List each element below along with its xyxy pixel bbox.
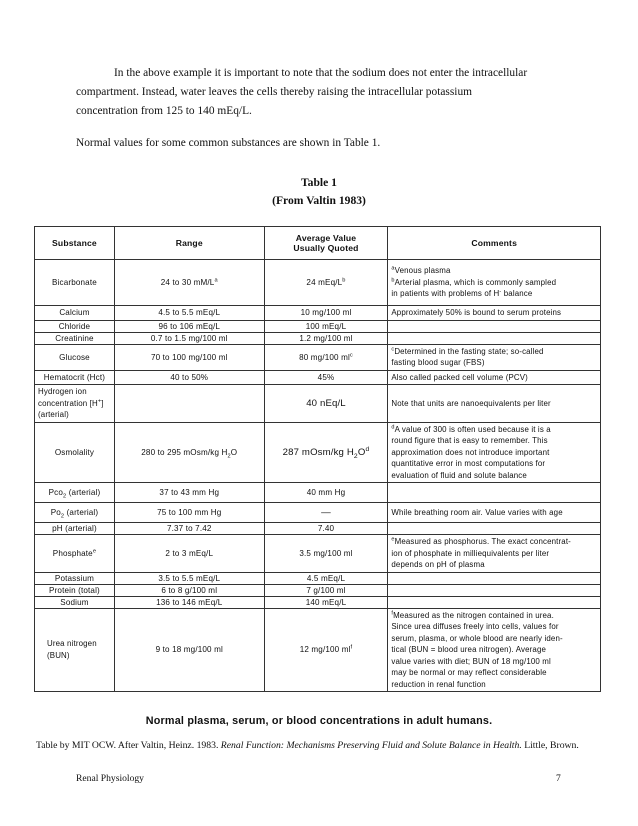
cell-substance: $Po_2$ (arterial) (35, 503, 115, 523)
intro-line-1: In the above example it is important to note that the sodium does not enter the intracellular (114, 67, 528, 79)
table-row (35, 260, 601, 306)
intro-line-2: compartment. Instead, water leaves the cells thereby raising the intracellular potassium (76, 86, 472, 98)
cell-comment (388, 332, 601, 344)
cell-comment (388, 584, 601, 596)
cell-comment: $^d$A value of 300 is often used because it is a round figure that is easy to remember. This approximation does not introduce important quantitative error in most computations for evaluation of fluid and solute balance (388, 422, 601, 483)
cell-range: 40 to 50% (114, 370, 264, 385)
cell-range: 96 to 106 mEq/L (114, 320, 264, 332)
cell-average: 45% (264, 370, 388, 385)
cell-average: 12 mg/100 $ml^f$ (264, 608, 388, 692)
cell-comment: $^a$Venous plasma $^b$Arterial plasma, which is commonly sampled in patients with problems of H- balance (388, 260, 601, 306)
cell-average: 3.5 mg/100 ml (264, 535, 388, 573)
table-row (35, 370, 601, 385)
cell-substance: Osmolality (35, 422, 115, 483)
cell-average: 4.5 mEq/L (264, 572, 388, 584)
cell-average: 80 mg/100 $ml^c$ (264, 344, 388, 370)
table-row (35, 422, 601, 483)
header-comments: Comments (388, 227, 601, 260)
header-substance: Substance (35, 227, 115, 260)
footer-title: Renal Physiology (76, 773, 144, 784)
table-row (35, 572, 601, 584)
cell-average: 7.40 (264, 523, 388, 535)
cell-substance: Glucose (35, 344, 115, 370)
cell-range: 70 to 100 mg/100 ml (114, 344, 264, 370)
cell-comment (388, 320, 601, 332)
table-header-row (35, 227, 601, 260)
page-number: 7 (556, 773, 561, 784)
table-row (35, 584, 601, 596)
cell-substance: Creatinine (35, 332, 115, 344)
cell-substance: Bicarbonate (35, 260, 115, 306)
cell-range: 37 to 43 mm Hg (114, 483, 264, 503)
table-row (35, 483, 601, 503)
cell-average: 10 mg/100 ml (264, 306, 388, 321)
cell-average: 24 mEq/$L^b$ (264, 260, 388, 306)
cell-substance: Sodium (35, 596, 115, 608)
table-row (35, 596, 601, 608)
table-row (35, 608, 601, 692)
cell-average: — (264, 503, 388, 523)
cell-range: 24 to 30 $mM/L^a$ (114, 260, 264, 306)
table-row (35, 344, 601, 370)
header-range: Range (114, 227, 264, 260)
cell-substance: Phosphate$^e$ (35, 535, 115, 573)
cell-substance: pH (arterial) (35, 523, 115, 535)
cell-range: 0.7 to 1.5 mg/100 ml (114, 332, 264, 344)
table-caption: Normal plasma, serum, or blood concentrations in adult humans. (145, 715, 493, 727)
table-row (35, 523, 601, 535)
table-row (35, 385, 601, 423)
table-title: Table 1 (301, 176, 337, 189)
cell-comment: Approximately 50% is bound to serum proteins (388, 306, 601, 321)
cell-substance: Hydrogen ion concentration [H+] (arterial) (35, 385, 115, 423)
cell-comment: While breathing room air. Value varies with age (388, 503, 601, 523)
cell-comment: $^e$Measured as phosphorus. The exact concentrat- ion of phosphate in milliequivalents per liter depends on pH of plasma (388, 535, 601, 573)
table-row (35, 332, 601, 344)
cell-comment: Also called packed cell volume (PCV) (388, 370, 601, 385)
cell-average: 40 nEq/L (264, 385, 388, 423)
cell-average: 140 mEq/L (264, 596, 388, 608)
cell-substance: Calcium (35, 306, 115, 321)
cell-range (114, 385, 264, 423)
cell-substance: Hematocrit (Hct) (35, 370, 115, 385)
cell-comment (388, 523, 601, 535)
cell-range: 75 to 100 mm Hg (114, 503, 264, 523)
cell-range: 136 to 146 mEq/L (114, 596, 264, 608)
table-row (35, 535, 601, 573)
table-row (35, 503, 601, 523)
header-average: Average Value Usually Quoted (264, 227, 388, 260)
cell-average: 7 g/100 ml (264, 584, 388, 596)
cell-average: 287 mOsm/kg $H_2O^d$ (264, 422, 388, 483)
cell-range: 2 to 3 mEq/L (114, 535, 264, 573)
normal-values-table (34, 226, 601, 692)
cell-comment: $^c$Determined in the fasting state; so-called fasting blood sugar (FBS) (388, 344, 601, 370)
cell-range: 9 to 18 mg/100 ml (114, 608, 264, 692)
cell-average: 1.2 mg/100 ml (264, 332, 388, 344)
cell-average: 40 mm Hg (264, 483, 388, 503)
cell-range: 280 to 295 mOsm/kg $H_2O$ (114, 422, 264, 483)
cell-substance: Protein (total) (35, 584, 115, 596)
credit-book-title: Renal Function: Mechanisms Preserving Fluid and Solute Balance in Health. (220, 740, 522, 751)
cell-average: 100 mEq/L (264, 320, 388, 332)
intro-paragraph-2: Normal values for some common substances are shown in Table 1. (76, 137, 381, 149)
cell-comment (388, 572, 601, 584)
cell-comment (388, 596, 601, 608)
table-row (35, 320, 601, 332)
intro-paragraph (76, 64, 576, 121)
cell-substance: Potassium (35, 572, 115, 584)
cell-comment: $^f$Measured as the nitrogen contained in urea. Since urea diffuses freely into cells, values for serum, plasma, or whole blood are nearly iden- tical (BUN = blood urea nitrogen). Average value varies with diet; BUN of 18 mg/100 ml may be normal or may reflect considerable reduction in renal function (388, 608, 601, 692)
table-credit: Table by MIT OCW. After Valtin, Heinz. 1983. Renal Function: Mechanisms Preserving Fluid and Solute Balance in Health. Little, Brown. (36, 740, 579, 751)
table-row (35, 306, 601, 321)
cell-range: 4.5 to 5.5 mEq/L (114, 306, 264, 321)
cell-substance: Chloride (35, 320, 115, 332)
cell-comment: Note that units are nanoequivalents per liter (388, 385, 601, 423)
cell-substance: Pco$_2$ (arterial) (35, 483, 115, 503)
cell-range: 6 to 8 g/100 ml (114, 584, 264, 596)
cell-range: 3.5 to 5.5 mEq/L (114, 572, 264, 584)
cell-substance: Urea nitrogen (BUN) (35, 608, 115, 692)
table-subtitle: (From Valtin 1983) (272, 194, 366, 207)
intro-line-3: concentration from 125 to 140 mEq/L. (76, 105, 252, 117)
cell-range: 7.37 to 7.42 (114, 523, 264, 535)
cell-comment (388, 483, 601, 503)
